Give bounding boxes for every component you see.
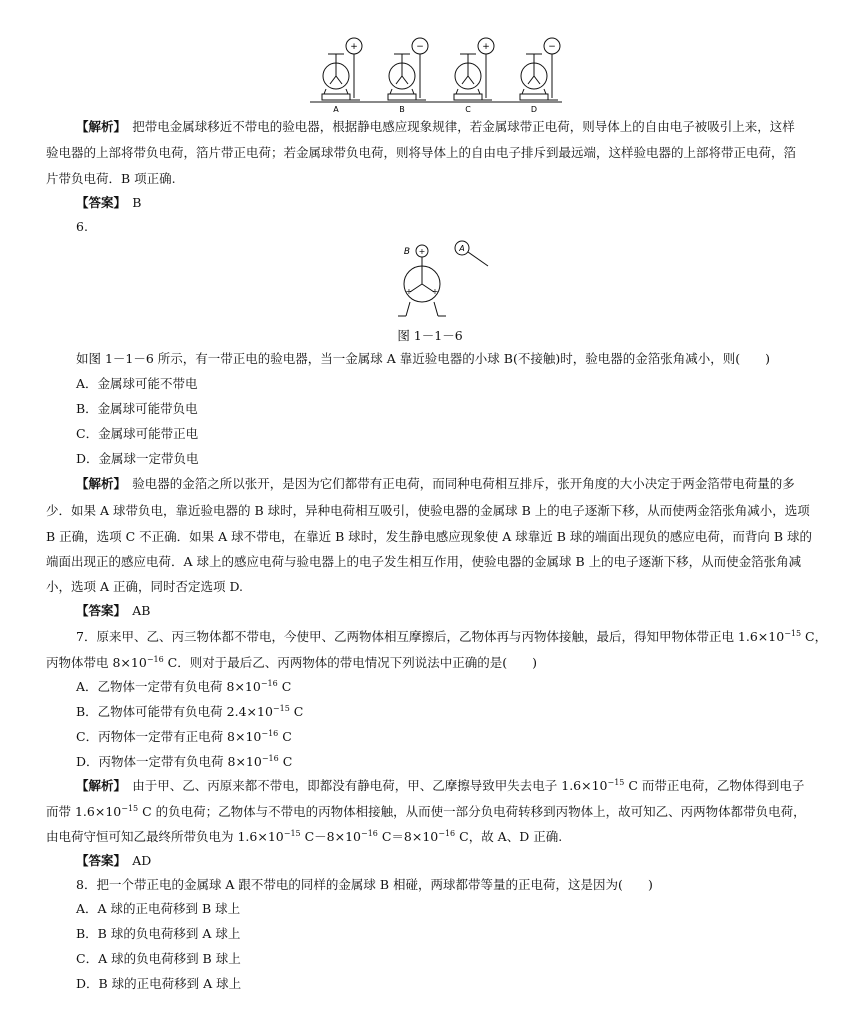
q6-number: 6.	[76, 219, 88, 234]
q6-option-c: C．金属球可能带正电	[76, 426, 199, 441]
q6-stem: 如图 1－1－6 所示，有一带正电的验电器，当一金属球 A 靠近验电器的小球 B(不接触)时，验电器的金箔张角减小，则( )	[76, 351, 770, 366]
q6-answer-tag: 【答案】	[76, 603, 120, 618]
q7-analysis-tag: 【解析】	[76, 778, 120, 793]
knob-sign-c: +	[482, 42, 490, 52]
figure-label-b: B	[399, 105, 405, 114]
q8-stem: 8．把一个带正电的金属球 A 跟不带电的同样的金属球 B 相碰，两球都带等量的正电荷，这是因为( )	[76, 877, 653, 892]
figure-label-c: C	[465, 105, 471, 114]
electroscope-figure-q6	[392, 240, 502, 322]
q7-option-a: A．乙物体一定带有负电荷 $8\times 10^{-16}$ C	[76, 679, 292, 694]
q7-option-d: D．丙物体一定带有负电荷 $8\times 10^{-16}$ C	[76, 754, 293, 769]
knob-sign-b: −	[416, 42, 424, 52]
q5-answer	[76, 194, 816, 212]
q6-figure-caption: 图 1－1－6	[397, 328, 463, 343]
q5-analysis-text-1: 把带电金属球移近不带电的验电器，根据静电感应现象规律，若金属球带正电荷，则导体上的自由电子被吸引上来，这样	[132, 119, 795, 134]
electroscope-figure-abcd	[306, 34, 566, 114]
q8-option-b: B．B 球的负电荷移到 A 球上	[76, 926, 241, 941]
q7-stem-line-1: 7．原来甲、乙、丙三物体都不带电，今使甲、乙两物体相互摩擦后，乙物体再与丙物体接触，最后，得知甲物体带正电 $1.6\times 10^{-15}$ C，	[76, 629, 828, 644]
q6-figure-label-b: B	[403, 247, 411, 257]
q8-option-a: A．A 球的正电荷移到 B 球上	[76, 901, 241, 916]
q6-option-d: D．金属球一定带负电	[76, 451, 199, 466]
q6-analysis-line-5: 小，选项 A 正确，同时否定选项 D.	[46, 579, 243, 594]
q5-analysis-tag: 【解析】	[76, 119, 120, 134]
q6-analysis-text-1: 验电器的金箔之所以张开，是因为它们都带有正电荷，而同种电荷相互排斥，张开角度的大小决定于两金箔带电荷量的多	[132, 476, 795, 491]
q6-analysis-line-1	[76, 475, 816, 493]
q7-analysis-line-3: 由电荷守恒可知乙最终所带负电为 $1.6\times 10^{-15}$ $C-8\times 10^{-16}$ $C=8\times 10^{-16}$ C，故 A、D 正确.	[46, 829, 563, 844]
q7-analysis-line-1: 【解析】 由于甲、乙、丙原来都不带电，即都没有静电荷，甲、乙摩擦导致甲失去电子 $1.6\times 10^{-15}$ C 而带正电荷，乙物体得到电子	[76, 778, 805, 793]
q6-analysis-line-3: B 正确，选项 C 不正确．如果 A 球不带电，在靠近 B 球时，发生静电感应现象使 A 球靠近 B 球的端面出现负的感应电荷，而背向 B 球的	[46, 529, 813, 544]
q6-analysis-line-2: 少．如果 A 球带负电，靠近验电器的 B 球时，异种电荷相互吸引，使验电器的金属球 B 上的电子逐渐下移，从而使两金箔张角减小，选项	[46, 503, 810, 518]
q6-answer	[76, 602, 816, 620]
q7-analysis-line-2: 而带 $1.6\times 10^{-15}$ C 的负电荷；乙物体与不带电的丙物体相接触，从而使一部分负电荷转移到丙物体上，故可知乙、丙两物体都带负电荷，	[46, 804, 806, 819]
q5-answer-value: B	[132, 195, 142, 210]
q7-answer-tag: 【答案】	[76, 853, 120, 868]
svg-text:+: +	[405, 287, 413, 296]
q8-option-c: C．A 球的负电荷移到 B 球上	[76, 951, 241, 966]
q7-option-c: C．丙物体一定带有正电荷 $8\times 10^{-16}$ C	[76, 729, 292, 744]
svg-text:+: +	[418, 247, 426, 256]
q8-option-d: D．B 球的正电荷移到 A 球上	[76, 976, 242, 991]
q6-analysis-line-4: 端面出现正的感应电荷．A 球上的感应电荷与验电器上的电子发生相互作用，使验电器的金属球 B 上的电子逐渐下移，从而使金箔张角减	[46, 554, 802, 569]
q5-analysis-line-1	[76, 118, 816, 136]
q7-answer	[76, 852, 816, 870]
q6-figure-label-a: A	[459, 244, 465, 253]
figure-label-d: D	[530, 105, 538, 114]
knob-sign-d: −	[548, 42, 556, 52]
q6-answer-value: AB	[132, 603, 151, 618]
q7-stem-line-2: 丙物体带电 $8\times 10^{-16}$ C．则对于最后乙、丙两物体的带电情况下列说法中正确的是( )	[46, 655, 537, 670]
knob-sign-a: +	[350, 42, 358, 52]
svg-text:+: +	[431, 287, 439, 296]
q5-answer-tag: 【答案】	[76, 195, 120, 210]
q5-analysis-line-2: 验电器的上部将带负电荷，箔片带正电荷；若金属球带负电荷，则将导体上的自由电子排斥到最远端，这样验电器的上部将带正电荷，箔	[46, 145, 797, 160]
q7-option-b: B．乙物体可能带有负电荷 $2.4\times 10^{-15}$ C	[76, 704, 304, 719]
q7-answer-value: AD	[132, 853, 152, 868]
q6-option-b: B．金属球可能带负电	[76, 401, 198, 416]
q6-option-a: A．金属球可能不带电	[76, 376, 198, 391]
figure-label-a: A	[333, 105, 339, 114]
q6-analysis-tag: 【解析】	[76, 476, 120, 491]
q5-analysis-line-3: 片带负电荷．B 项正确.	[46, 171, 176, 186]
